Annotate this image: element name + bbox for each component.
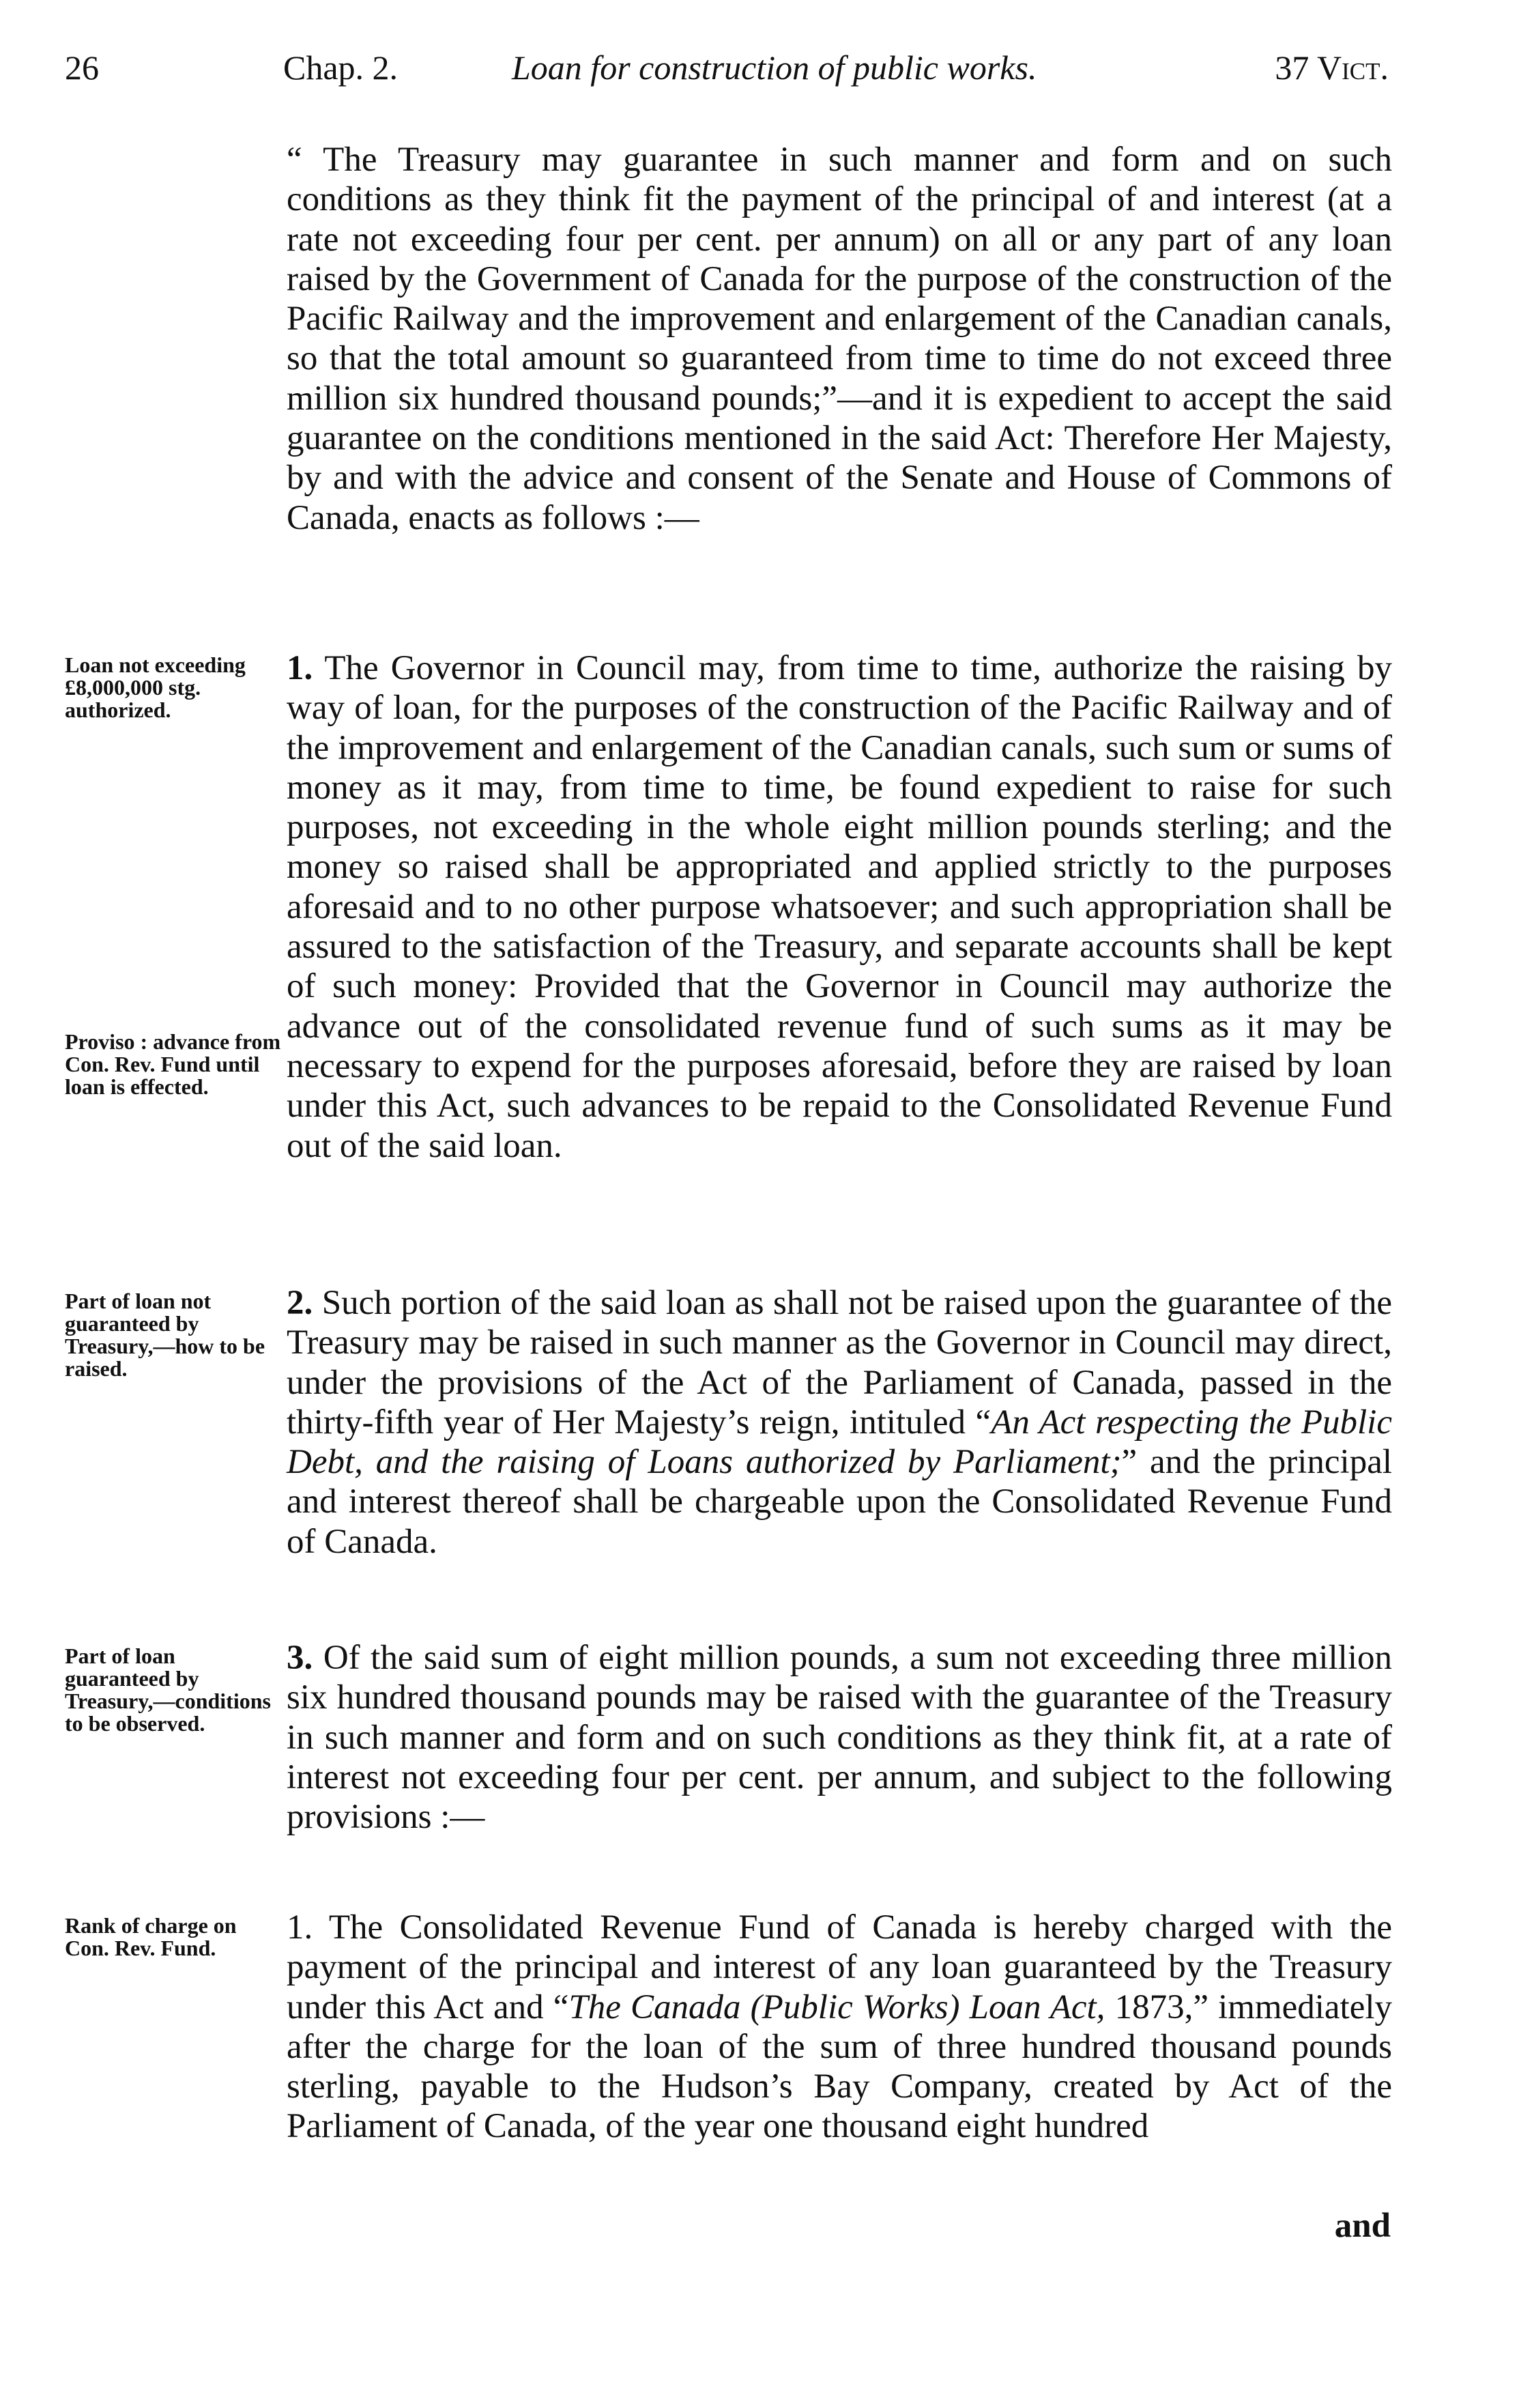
section-number: 2. bbox=[287, 1284, 313, 1322]
section-3 bbox=[287, 1638, 1392, 1837]
subsection-3-1 bbox=[287, 1908, 1392, 2147]
page-number: 26 bbox=[65, 48, 99, 87]
marginal-note: Part of loan not guaranteed by Treasury,—how to be raised. bbox=[65, 1289, 265, 1381]
section-text: The Governor in Council may, from time to time, authorize the raising by way of loan, for the purposes of the construction of the Pacific Railway and of the improvement and enlargement of the Canadian canals, such sum or sums of money as it may, from time to time, be found expedient to raise for such purposes, not exceeding in the whole eight million pounds sterling; and the money so raised shall be appropriated and applied strictly to the purposes aforesaid and to no other purpose whatsoever; and such appropriation shall be assured to the satisfaction of the Treasury, and separate accounts shall be kept of such money: Provided that the Governor in Council may authorize the advance out of the consolidated revenue fund of such sums as it may be necessary to expend for the purposes aforesaid, before they are raised by loan under this Act, such advances to be repaid to the Consolidated Revenue Fund out of the said loan. bbox=[287, 649, 1392, 1165]
running-header bbox=[65, 48, 1389, 102]
chapter-label: Chap. 2. bbox=[283, 48, 399, 87]
marginal-note: Proviso : advance from Con. Rev. Fund until loan is effected. bbox=[65, 1029, 281, 1099]
subsection-number: 1. bbox=[287, 1908, 313, 1947]
section-1 bbox=[287, 648, 1392, 1166]
subsection-text: The Consolidated Revenue Fund of Canada is hereby charged with the payment of the principal and interest of any loan guaranteed by the Treasury under this Act and “ bbox=[287, 1908, 1392, 2026]
section-number: 1. bbox=[287, 649, 313, 687]
act-running-title: Loan for construction of public works. bbox=[512, 48, 1037, 87]
section-text-continued: ” and the principal and interest thereof shall be chargeable upon the Consolidated Revenue Fund of Canada. bbox=[287, 1443, 1392, 1561]
marginal-note: Rank of charge on Con. Rev. Fund. bbox=[65, 1913, 237, 1960]
marginal-note: Loan not exceeding £8,000,000 stg. authorized. bbox=[65, 653, 246, 722]
section-text: Of the said sum of eight million pounds, a sum not exceeding three million six hundred thousand pounds may be raised with the guarantee of the Treasury in such manner and form and on such conditions as they think fit, at a rate of interest not exceeding four per cent. per annum, and subject to the following provisions :— bbox=[287, 1639, 1392, 1837]
subsection-text-continued: 1873,” immediately after the charge for the loan of the sum of three hundred thousand pounds sterling, payable to the Hudson’s Bay Company, created by Act of the Parliament of Canada, of the year one thousand eight hundred bbox=[287, 1988, 1392, 2146]
cited-act-title: An Act respecting the Public Debt, and the raising of Loans authorized by Parliament; bbox=[287, 1403, 1392, 1482]
preamble-paragraph: “ The Treasury may guarantee in such manner and form and on such conditions as they think fit the payment of the principal of and interest (at a rate not exceeding four per cent. per annum) on all or any part of any loan raised by the Government of Canada for the purpose of the construction of the Pacific Railway and the improvement and enlargement of the Canadian canals, so that the total amount so guaranteed from time to time do not exceed three million six hundred thousand pounds;”—and it is expedient to accept the said guarantee on the conditions mentioned in the said Act: Therefore Her Majesty, by and with the advice and consent of the Senate and House of Commons of Canada, enacts as follows :— bbox=[287, 141, 1392, 537]
catchword: and bbox=[1334, 2207, 1391, 2245]
section-2 bbox=[287, 1283, 1392, 1562]
section-text: Such portion of the said loan as shall not be raised upon the guarantee of the Treasury may be raised in such manner as the Governor in Council may direct, under the provisions of the Act of the Parliament of Canada, passed in the thirty-fifth year of Her Majesty’s reign, intituled “ bbox=[287, 1284, 1392, 1442]
cited-act-title: The Canada (Public Works) Loan Act, bbox=[568, 1988, 1105, 2026]
marginal-note: Part of loan guaranteed by Treasury,—conditions to be observed. bbox=[65, 1644, 271, 1736]
regnal-year: 37 Vict. bbox=[1275, 48, 1389, 87]
section-number: 3. bbox=[287, 1639, 313, 1677]
